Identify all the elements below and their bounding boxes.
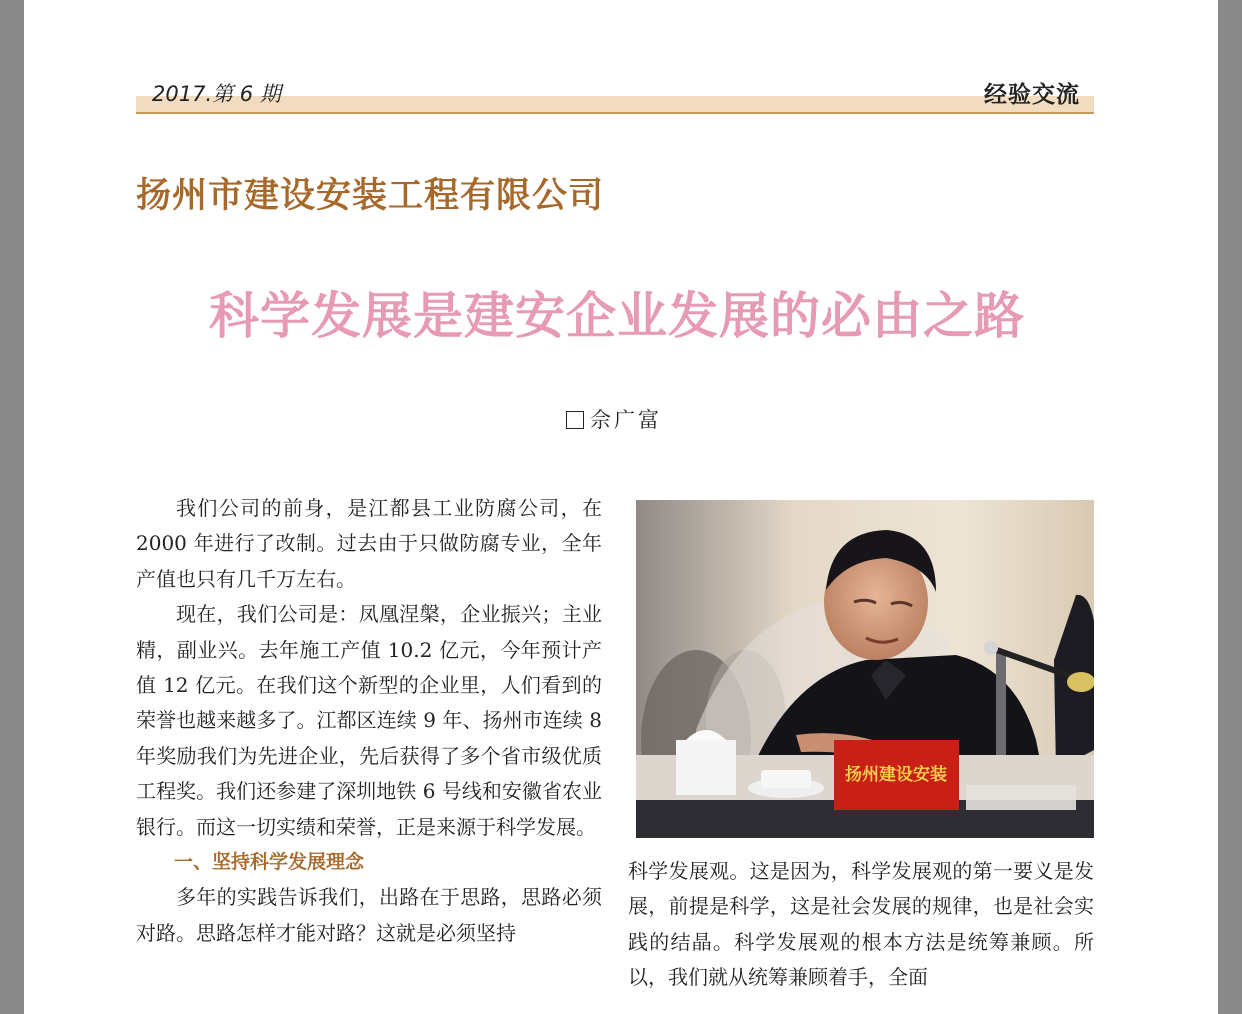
- section-heading-1: 一、坚持科学发展理念: [174, 851, 365, 874]
- company-name: 扬州市建设安装工程有限公司: [136, 176, 605, 216]
- photo-illustration: [636, 500, 1094, 838]
- header-rule: [136, 112, 1094, 114]
- paragraph-3: 多年的实践告诉我们，出路在于思路，思路必须对路。思路怎样才能对路？这就是必须坚持: [136, 885, 602, 945]
- paragraph-1: 我们公司的前身，是江都县工业防腐公司，在 2000 年进行了改制。过去由于只做防腐专业，全年产值也只有几千万左右。: [136, 496, 602, 591]
- issue-number: 2017.第 6 期: [152, 82, 281, 106]
- article-title: 科学发展是建安企业发展的必由之路: [209, 287, 1025, 345]
- magazine-page: [24, 0, 1218, 1014]
- paragraph-4: 科学发展观。这是因为，科学发展观的第一要义是发展，前提是科学，这是社会发展的规律，也是社会实践的结晶。科学发展观的根本方法是统筹兼顾。所以，我们就从统筹兼顾着手，全面: [628, 859, 1094, 990]
- author-line: [566, 404, 662, 434]
- speaker-photo: [636, 500, 1094, 838]
- nameplate-text: 扬州建设安装: [845, 765, 947, 785]
- author-box-icon: [566, 411, 584, 429]
- left-column: [136, 491, 602, 951]
- section-label: 经验交流: [984, 82, 1080, 108]
- right-column: [628, 854, 1094, 996]
- author-name: 佘广富: [590, 408, 662, 432]
- paragraph-2: 现在，我们公司是：凤凰涅槃，企业振兴；主业精，副业兴。去年施工产值 10.2 亿元，今年预计产值 12 亿元。在我们这个新型的企业里，人们看到的荣誉也越来越多了。江都区连续 9 年、扬州市连续 8 年奖励我们为先进企业，先后获得了多个省市级优质工程奖。我们还参建了深圳地铁 6 号线和安徽省农业银行。而这一切实绩和荣誉，正是来源于科学发展。: [136, 602, 602, 839]
